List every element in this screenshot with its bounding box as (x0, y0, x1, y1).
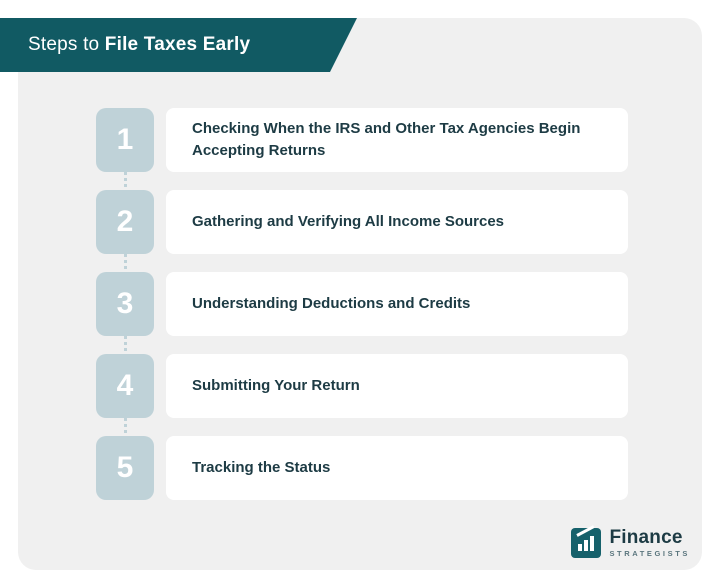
step-badge (96, 354, 154, 418)
bar-2 (584, 540, 588, 551)
step-card (166, 108, 628, 172)
step-label: Gathering and Verifying All Income Sources (192, 213, 505, 231)
list-item (96, 272, 628, 336)
page-title-bold: File Taxes Early (104, 34, 251, 55)
step-label: Understanding Deductions and Credits (192, 295, 471, 313)
step-label: Submitting Your Return (192, 377, 360, 395)
list-item (96, 436, 628, 500)
bar-1 (578, 544, 582, 551)
step-badge (96, 190, 154, 254)
step-number: 3 (116, 287, 134, 320)
step-connector-dotted (124, 336, 127, 354)
step-card (166, 436, 628, 500)
step-connector-dotted (124, 254, 127, 272)
brand-wordmark (609, 528, 690, 558)
step-number: 2 (116, 205, 134, 238)
list-item (96, 108, 628, 172)
brand-logo (571, 528, 690, 558)
step-badge (96, 436, 154, 500)
step-badge (96, 108, 154, 172)
step-card (166, 354, 628, 418)
steps-list (96, 108, 628, 500)
chart-bars-icon (571, 528, 601, 558)
step-connector-dotted (124, 172, 127, 190)
step-label: Checking When the IRS and Other Tax Agencies Begin Accepting Returns (192, 120, 581, 159)
brand-subtitle: STRATEGISTS (609, 549, 690, 559)
step-label: Tracking the Status (192, 459, 331, 477)
list-item (96, 190, 628, 254)
list-item (96, 354, 628, 418)
step-card (166, 272, 628, 336)
bar-3 (590, 536, 594, 551)
title-banner (0, 18, 330, 72)
step-number: 4 (116, 369, 134, 402)
page-title-light: Steps to (28, 34, 105, 55)
step-card (166, 190, 628, 254)
step-connector-dotted (124, 418, 127, 436)
step-number: 1 (116, 123, 134, 156)
step-badge (96, 272, 154, 336)
step-number: 5 (116, 451, 134, 484)
page-title (28, 34, 250, 56)
brand-name: Finance (609, 527, 683, 549)
